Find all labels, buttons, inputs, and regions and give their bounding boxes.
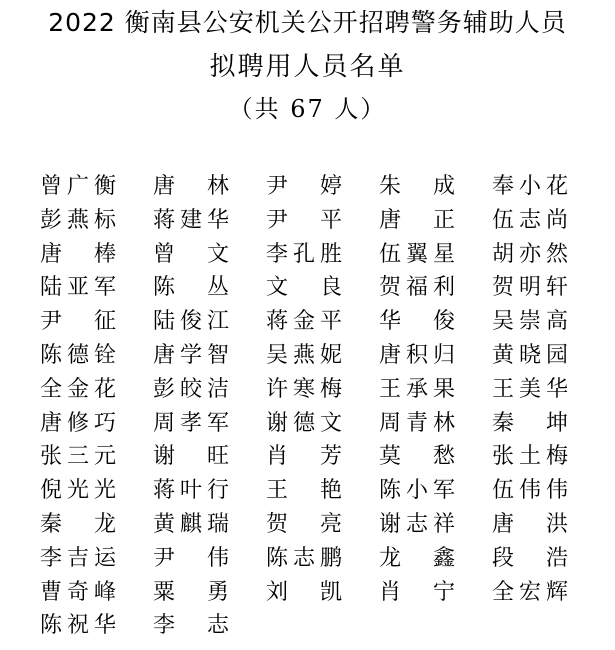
name-entry: 张 土 梅 xyxy=(492,444,568,470)
name-entry: 华 俊 xyxy=(379,309,455,335)
name-entry: 彭 燕 标 xyxy=(40,207,116,233)
name-entry: 唐 积 归 xyxy=(379,342,455,368)
name-entry: 蒋 金 平 xyxy=(266,309,342,335)
name-entry: 陈 丛 xyxy=(153,275,229,301)
name-entry: 唐 修 巧 xyxy=(40,410,116,436)
name-entry: 陆 亚 军 xyxy=(40,275,116,301)
name-entry: 许 寒 梅 xyxy=(266,376,342,402)
name-entry: 唐 洪 xyxy=(492,511,568,537)
name-entry: 陈 德 铨 xyxy=(40,342,116,368)
name-entry: 唐 正 xyxy=(379,207,455,233)
name-entry: 陈 祝 华 xyxy=(40,613,116,639)
name-entry: 尹 征 xyxy=(40,309,116,335)
name-entry: 秦 坤 xyxy=(492,410,568,436)
name-entry: 秦 龙 xyxy=(40,511,116,537)
name-entry: 龙 鑫 xyxy=(379,545,455,571)
name-entry: 曾 文 xyxy=(153,241,229,267)
name-entry: 吴 燕 妮 xyxy=(266,342,342,368)
name-entry: 贺 亮 xyxy=(266,511,342,537)
name-entry: 蒋 叶 行 xyxy=(153,478,229,504)
name-entry: 奉 小 花 xyxy=(492,174,568,199)
name-entry: 王 艳 xyxy=(266,478,342,504)
name-entry: 朱 成 xyxy=(379,174,455,199)
total-count: （共 67 人） xyxy=(228,95,387,123)
name-entry: 贺 福 利 xyxy=(379,275,455,301)
name-entry: 伍 志 尚 xyxy=(492,207,568,233)
name-entry: 全 宏 辉 xyxy=(492,579,568,605)
name-entry: 贺 明 轩 xyxy=(492,275,568,301)
name-entry: 尹 婷 xyxy=(266,174,342,199)
name-entry: 李 吉 运 xyxy=(40,545,116,571)
name-entry: 周 孝 军 xyxy=(153,410,229,436)
name-entry: 尹 平 xyxy=(266,207,342,233)
name-entry: 王 承 果 xyxy=(379,376,455,402)
name-entry: 黄 麒 瑞 xyxy=(153,511,229,537)
name-entry: 唐 学 智 xyxy=(153,342,229,368)
name-entry: 尹 伟 xyxy=(153,545,229,571)
name-entry: 黄 晓 园 xyxy=(492,342,568,368)
name-entry: 吴 崇 高 xyxy=(492,309,568,335)
name-entry: 蒋 建 华 xyxy=(153,207,229,233)
name-entry: 刘 凯 xyxy=(266,579,342,605)
name-entry: 李 志 xyxy=(153,613,229,639)
name-entry: 全 金 花 xyxy=(40,376,116,402)
name-entry: 肖 芳 xyxy=(266,444,342,470)
name-entry: 谢 德 文 xyxy=(266,410,342,436)
name-entry: 莫 愁 xyxy=(379,444,455,470)
name-entry: 陈 志 鹏 xyxy=(266,545,342,571)
name-entry: 粟 勇 xyxy=(153,579,229,605)
name-entry: 肖 宁 xyxy=(379,579,455,605)
name-entry: 曾 广 衡 xyxy=(40,174,116,199)
name-entry: 曹 奇 峰 xyxy=(40,579,116,605)
name-entry: 文 良 xyxy=(266,275,342,301)
name-entry: 谢 旺 xyxy=(153,444,229,470)
name-entry: 谢 志 祥 xyxy=(379,511,455,537)
name-entry: 唐 棒 xyxy=(40,241,116,267)
name-entry: 彭 皎 洁 xyxy=(153,376,229,402)
name-entry: 王 美 华 xyxy=(492,376,568,402)
name-entry: 周 青 林 xyxy=(379,410,455,436)
name-entry: 陈 小 军 xyxy=(379,478,455,504)
name-entry: 唐 林 xyxy=(153,174,229,199)
name-entry: 倪 光 光 xyxy=(40,478,116,504)
document-subtitle-list-name: 拟聘用人员名单 xyxy=(209,52,406,82)
name-entry: 伍 翼 星 xyxy=(379,241,455,267)
name-entry: 陆 俊 江 xyxy=(153,309,229,335)
name-entry: 伍 伟 伟 xyxy=(492,478,568,504)
name-entry: 李 孔 胜 xyxy=(266,241,342,267)
names-list xyxy=(40,170,605,643)
document-title: 2022 衡南县公安机关公开招聘警务辅助人员 xyxy=(48,8,567,37)
name-entry: 段 浩 xyxy=(492,545,568,571)
name-entry: 张 三 元 xyxy=(40,444,116,470)
name-entry: 胡 亦 然 xyxy=(492,241,568,267)
